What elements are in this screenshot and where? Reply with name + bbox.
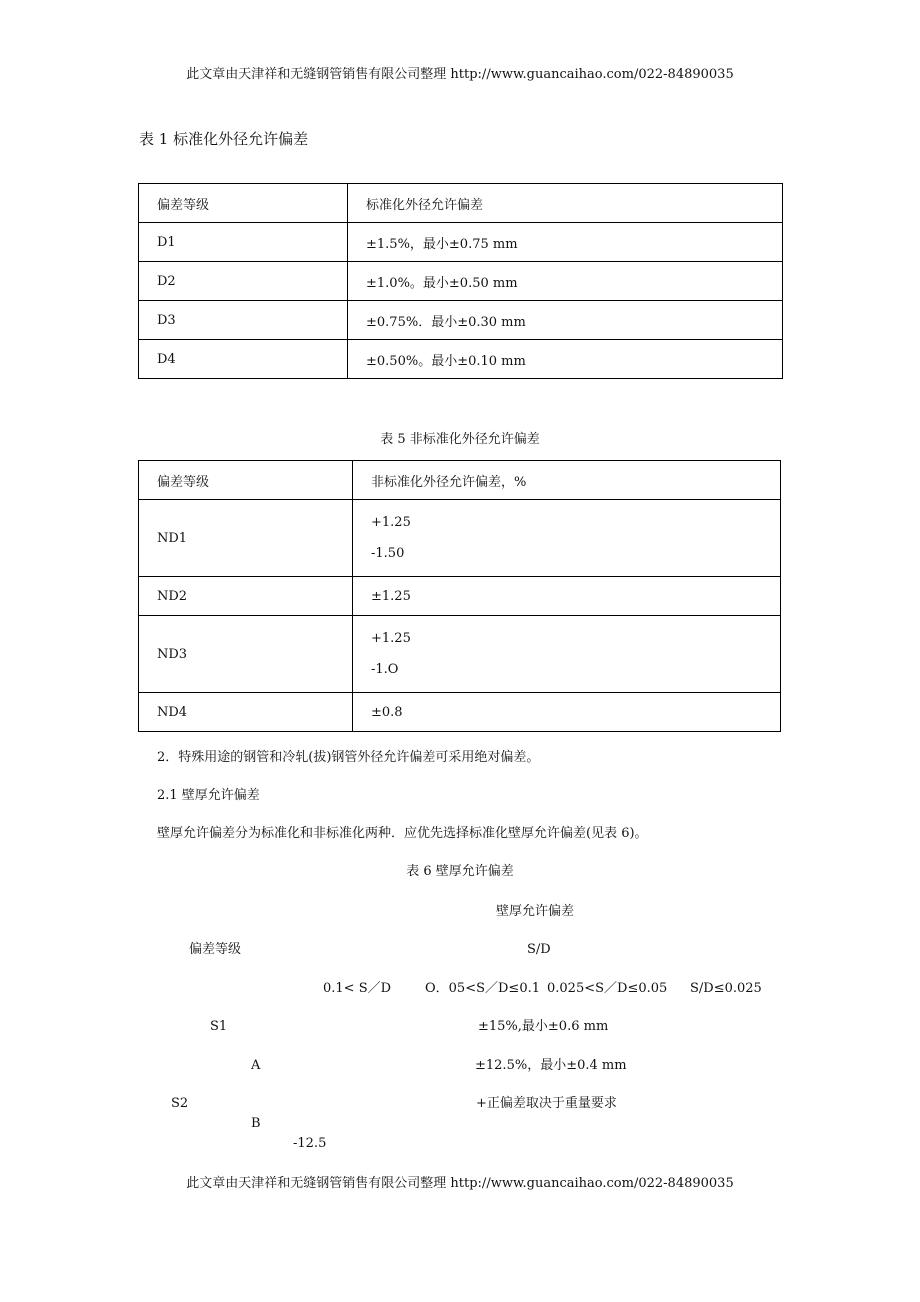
lower-tolerance: -1.50 [371, 546, 405, 561]
tolerance-cell: ±1.25 [353, 577, 781, 616]
header-cell: 标准化外径允许偏差 [348, 184, 783, 223]
grade-s1: S1 [210, 1019, 228, 1034]
a-tolerance: ±12.5%，最小±0.4 mm [475, 1058, 627, 1073]
tolerance-cell: ±1.0%。最小±0.50 mm [348, 262, 783, 301]
grade-cell: D2 [139, 262, 348, 301]
section-heading-wall-thickness: 2.1 壁厚允许偏差 [157, 788, 260, 803]
grade-cell: ND1 [139, 500, 353, 577]
table-5 [138, 460, 781, 732]
range-header: S/D≤0.025 [690, 981, 762, 996]
table-row [139, 340, 783, 379]
table-1 [138, 183, 783, 379]
grade-a: A [251, 1058, 261, 1073]
grade-s2: S2 [171, 1096, 189, 1111]
page-footer: 此文章由天津祥和无缝钢管销售有限公司整理 http://www.guancaihao.com/022-84890035 [186, 1176, 734, 1191]
grade-cell: D4 [139, 340, 348, 379]
tolerance-cell [353, 500, 781, 577]
tolerance-cell: ±0.8 [353, 693, 781, 732]
table1-title: 表 1 标准化外径允许偏差 [139, 130, 309, 148]
tolerance-cell: ±1.5%，最小±0.75 mm [348, 223, 783, 262]
table-row [139, 223, 783, 262]
tolerance-cell: ±0.75%．最小±0.30 mm [348, 301, 783, 340]
b-tolerance: -12.5 [293, 1136, 327, 1151]
page-header: 此文章由天津祥和无缝钢管销售有限公司整理 http://www.guancaihao.com/022-84890035 [186, 67, 734, 82]
table-row [139, 500, 781, 577]
s1-tolerance: ±15%,最小±0.6 mm [478, 1019, 609, 1034]
grade-b: B [251, 1116, 261, 1131]
paragraph-special-use: 2．特殊用途的钢管和冷轧(拔)钢管外径允许偏差可采用绝对偏差。 [157, 750, 540, 765]
table-header-row [139, 184, 783, 223]
table-row [139, 693, 781, 732]
table-row [139, 262, 783, 301]
header-cell: 偏差等级 [139, 184, 348, 223]
header-cell: 偏差等级 [139, 461, 353, 500]
range-header: 0.025<S／D≤0.05 [547, 981, 668, 996]
upper-tolerance: +1.25 [371, 515, 411, 530]
grade-cell: ND3 [139, 616, 353, 693]
upper-tolerance: +1.25 [371, 631, 411, 646]
table6-title: 表 6 壁厚允许偏差 [406, 864, 514, 879]
table6-grade-label: 偏差等级 [189, 942, 242, 957]
table-header-row [139, 461, 781, 500]
grade-cell: ND4 [139, 693, 353, 732]
paragraph-wall-thickness: 壁厚允许偏差分为标准化和非标准化两种．应优先选择标准化壁厚允许偏差(见表 6)。 [157, 826, 648, 841]
table-row [139, 616, 781, 693]
tolerance-cell: ±0.50%。最小±0.10 mm [348, 340, 783, 379]
range-header: O．05<S／D≤0.1 [425, 981, 540, 996]
grade-cell: ND2 [139, 577, 353, 616]
table5-title: 表 5 非标准化外径允许偏差 [380, 432, 540, 447]
header-cell: 非标准化外径允许偏差，% [353, 461, 781, 500]
s2-tolerance: +正偏差取决于重量要求 [476, 1096, 617, 1111]
table-row [139, 301, 783, 340]
range-header: 0.1< S／D [323, 981, 392, 996]
tolerance-cell [353, 616, 781, 693]
lower-tolerance: -1.O [371, 662, 399, 677]
grade-cell: D3 [139, 301, 348, 340]
grade-cell: D1 [139, 223, 348, 262]
table6-sd-label: S/D [527, 942, 551, 957]
table-row [139, 577, 781, 616]
table6-header-main: 壁厚允许偏差 [496, 904, 575, 919]
